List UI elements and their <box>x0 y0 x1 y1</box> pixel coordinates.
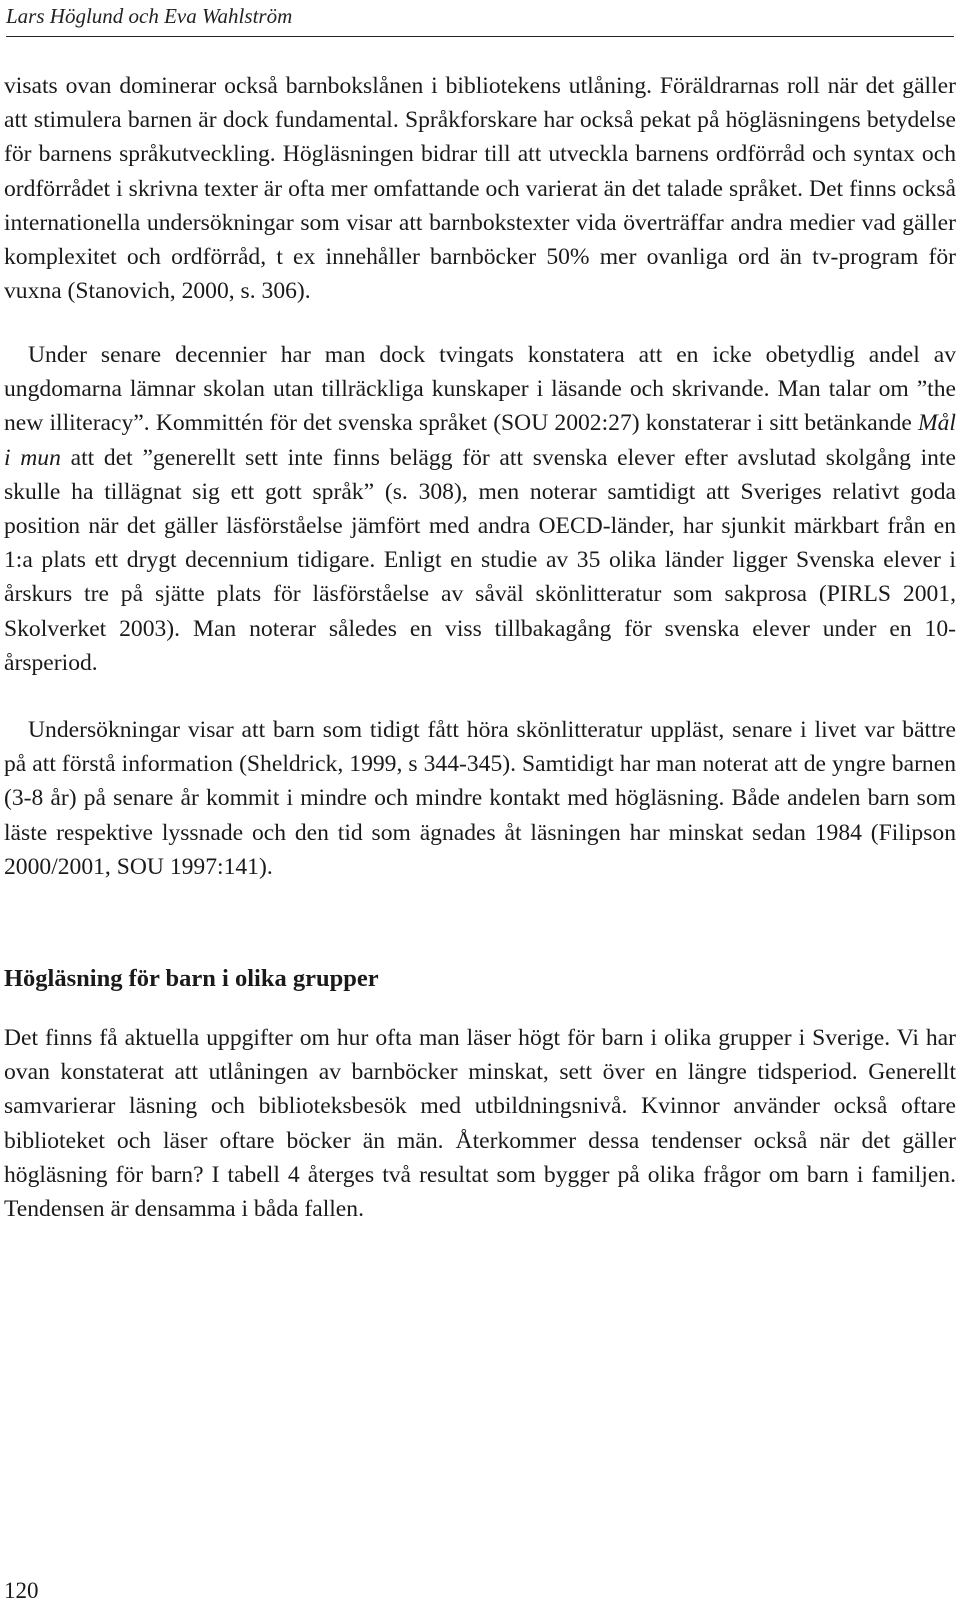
body-text-section-2 <box>4 338 956 680</box>
paragraph: visats ovan dominerar också barnbokslånen i bibliotekens utlåning. Föräldrarnas roll när det gäller att stimulera barnen är dock fundamental. Språkforskare har också pekat på högläsningens betydelse för barnens språkutveckling. Högläsningen bidrar till att utveckla barnens ordförråd och syntax och ordförrådet i skrivna texter är ofta mer omfattande och varierat än det talade språket. Det finns också internationella undersökningar som visar att barnbokstexter vida överträffar andra medier vad gäller komplexitet och ordförråd, t ex innehåller barnböcker 50% mer ovanliga ord än tv-program för vuxna (Stanovich, 2000, s. 306). <box>4 73 956 305</box>
book-title: Mål i mun <box>4 410 956 471</box>
paragraph: Undersökningar visar att barn som tidigt fått höra skönlitteratur uppläst, senare i livet var bättre på att förstå information (Sheldrick, 1999, s 344-345). Samtidigt har man noterat att de yngre barnen (3-8 år) på senare år kommit i mindre och mindre kontakt med högläsning. Både andelen barn som läste respektive lyssnade och den tid som ägnades åt läsningen har minskat sedan 1984 (Filipson 2000/2001, SOU 1997:141). <box>4 717 956 880</box>
body-text-section-4 <box>4 1021 956 1226</box>
body-text-section-3 <box>4 713 956 884</box>
paragraph: Det finns få aktuella uppgifter om hur ofta man läser högt för barn i olika grupper i Sverige. Vi har ovan konstaterat att utlåningen av barnböcker minskat, sett över en längre tidsperiod. Generellt samvarierar läsning och biblioteksbesök med utbildningsnivå. Kvinnor använder också oftare biblioteket och läser oftare böcker än män. Återkommer dessa tendenser också när det gäller högläsning för barn? I tabell 4 återges två resultat som bygger på olika frågor om barn i familjen. Tendensen är densamma i båda fallen. <box>4 1025 956 1223</box>
paragraph <box>4 338 956 680</box>
paragraph-text: Under senare decennier har man dock tvingats konstatera att en icke obetydlig andel av ungdomarna lämnar skolan utan tillräckliga kunskaper i läsande och skrivande. Man talar om ”the new illiteracy”. Kommittén för det svenska språket (SOU 2002:27) konstaterar i sitt betänkande <box>4 342 956 437</box>
body-text-section-1 <box>4 69 956 308</box>
section-heading: Högläsning för barn i olika grupper <box>4 965 379 992</box>
page-number: 120 <box>4 1578 39 1603</box>
running-head <box>6 0 954 37</box>
paragraph-text: att det ”generellt sett inte finns belägg för att svenska elever efter avslutad skolgång inte skulle ha tillägnat sig ett gott språk” (s. 308), men noterar samtidigt att Sveriges relativt goda position när det gäller läsförståelse jämfört med andra OECD-länder, har sjunkit märkbart från en 1:a plats ett drygt decennium tidigare. Enligt en studie av 35 olika länder ligger Svenska elever i årskurs tre på sjätte plats för läsförståelse av såväl skönlitteratur som sakprosa (PIRLS 2001, Skolverket 2003). Man noterar således en viss tillbakagång för svenska elever under en 10-årsperiod. <box>4 444 956 676</box>
running-head-authors: Lars Höglund och Eva Wahlström <box>6 4 293 28</box>
